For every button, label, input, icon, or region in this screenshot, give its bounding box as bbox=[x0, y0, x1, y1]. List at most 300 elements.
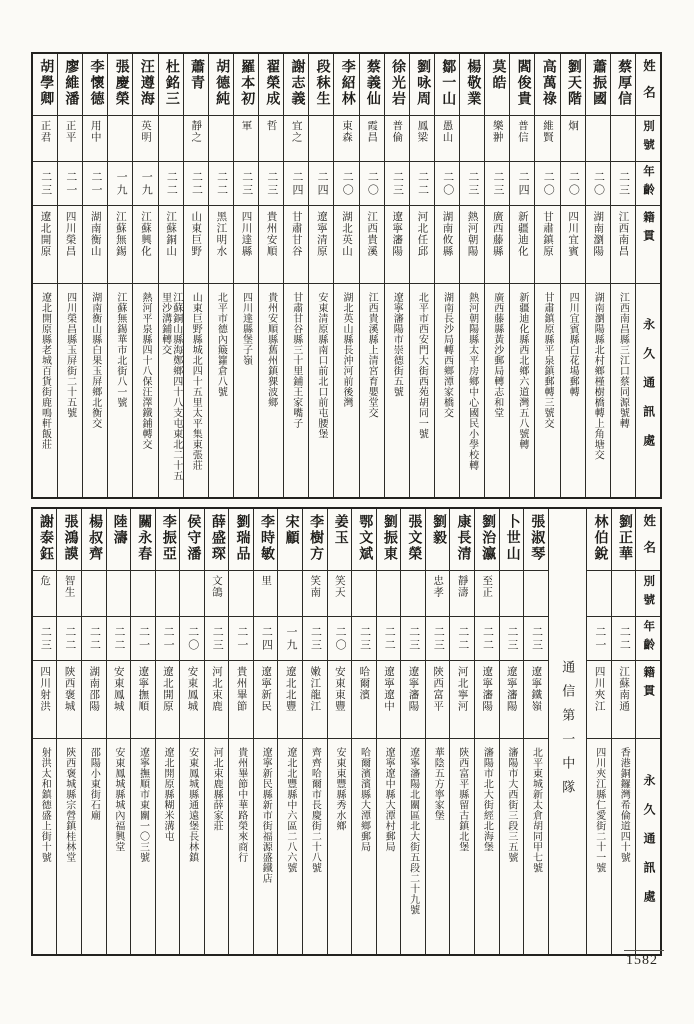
person-column bbox=[204, 509, 229, 954]
person-name bbox=[259, 54, 283, 116]
person-address bbox=[360, 284, 384, 497]
person-alias bbox=[510, 116, 534, 162]
person-alias bbox=[107, 571, 131, 617]
person-age-text: 二二 bbox=[88, 625, 101, 652]
person-native-text: 江西南昌 bbox=[617, 211, 629, 257]
person-age-text: 二二 bbox=[63, 625, 76, 652]
person-address-text: 四川榮昌縣玉屏街二十五號 bbox=[64, 292, 76, 418]
person-age-text: 二一 bbox=[137, 625, 150, 652]
person-native-text: 哈爾濱 bbox=[358, 666, 370, 701]
person-alias bbox=[57, 571, 81, 617]
person-native-text: 貴州安順 bbox=[265, 211, 277, 257]
person-age bbox=[209, 162, 233, 206]
person-address-text: 北平東城新太倉胡同甲七號 bbox=[530, 747, 542, 873]
person-native bbox=[108, 206, 132, 284]
person-name bbox=[180, 509, 204, 571]
person-name bbox=[360, 54, 384, 116]
person-column bbox=[449, 509, 474, 954]
person-address bbox=[254, 739, 278, 954]
person-age-text: 二〇 bbox=[592, 170, 605, 197]
person-alias bbox=[83, 116, 107, 162]
person-column bbox=[384, 54, 409, 497]
person-alias-text: 靜之 bbox=[190, 120, 202, 143]
person-native bbox=[334, 206, 358, 284]
person-alias bbox=[159, 116, 183, 162]
person-native bbox=[510, 206, 534, 284]
person-native bbox=[82, 661, 106, 739]
person-age-text: 二二 bbox=[113, 625, 126, 652]
person-alias-text: 笑天 bbox=[333, 575, 345, 598]
person-column bbox=[158, 54, 183, 497]
person-address-text: 射洪太和鎮德盛上街十號 bbox=[39, 747, 51, 863]
person-name bbox=[159, 54, 183, 116]
person-age bbox=[435, 162, 459, 206]
person-address bbox=[535, 284, 559, 497]
person-native bbox=[401, 661, 425, 739]
person-age-text: 二四 bbox=[316, 170, 329, 197]
person-native bbox=[385, 206, 409, 284]
person-name-text: 鄂文斌 bbox=[357, 514, 373, 562]
person-alias bbox=[254, 571, 278, 617]
person-age bbox=[475, 617, 499, 661]
person-native-text: 江西貴溪 bbox=[366, 211, 378, 257]
person-name-text: 謝志義 bbox=[289, 59, 305, 107]
person-address bbox=[334, 284, 358, 497]
person-name bbox=[586, 54, 610, 116]
header-native bbox=[636, 661, 660, 739]
person-native bbox=[524, 661, 548, 739]
person-alias bbox=[611, 116, 635, 162]
person-column bbox=[523, 509, 548, 954]
person-name-text: 高萬祿 bbox=[540, 59, 556, 107]
person-name bbox=[352, 509, 376, 571]
person-alias-text: 炯 bbox=[567, 120, 579, 132]
person-native-text: 河北任邱 bbox=[416, 211, 428, 257]
person-name bbox=[475, 509, 499, 571]
person-name-text: 杜銘三 bbox=[163, 59, 179, 107]
person-native bbox=[561, 206, 585, 284]
person-address-text: 廣西藤縣黃沙郵局轉志和堂 bbox=[491, 292, 503, 418]
person-address bbox=[587, 739, 611, 954]
person-alias bbox=[485, 116, 509, 162]
person-age bbox=[500, 617, 524, 661]
person-native bbox=[58, 206, 82, 284]
person-column bbox=[183, 54, 208, 497]
person-name bbox=[485, 54, 509, 116]
person-column bbox=[474, 509, 499, 954]
person-native-text: 四川夾江 bbox=[593, 666, 605, 712]
person-name bbox=[33, 509, 57, 571]
person-name bbox=[334, 54, 358, 116]
person-column bbox=[277, 509, 302, 954]
person-native-text: 遼寧遼中 bbox=[382, 666, 394, 712]
person-name-text: 張文榮 bbox=[406, 514, 422, 562]
person-alias bbox=[561, 116, 585, 162]
person-native bbox=[612, 661, 636, 739]
person-native bbox=[535, 206, 559, 284]
person-name bbox=[612, 509, 636, 571]
person-age bbox=[377, 617, 401, 661]
person-name bbox=[107, 509, 131, 571]
person-alias-text: 文鴿 bbox=[211, 575, 223, 598]
person-name-text: 楊叔齊 bbox=[87, 514, 103, 562]
person-address-text: 遼北開原縣糊米溝屯 bbox=[162, 747, 173, 842]
person-address bbox=[82, 739, 106, 954]
person-column bbox=[130, 509, 155, 954]
header-alias bbox=[636, 571, 660, 617]
person-address-text: 山東巨野縣城北四十五里太平集東張莊 bbox=[190, 292, 202, 471]
person-address bbox=[510, 284, 534, 497]
person-age bbox=[303, 617, 327, 661]
person-name-text: 羅本初 bbox=[239, 59, 255, 107]
person-alias-text: 至正 bbox=[481, 575, 493, 598]
person-column bbox=[499, 509, 524, 954]
person-column bbox=[283, 54, 308, 497]
person-alias bbox=[460, 116, 484, 162]
person-alias bbox=[385, 116, 409, 162]
person-age-text: 一九 bbox=[284, 625, 297, 652]
person-name bbox=[460, 54, 484, 116]
person-name bbox=[535, 54, 559, 116]
person-column bbox=[81, 509, 106, 954]
person-address-text: 陝西富平縣留古鎮北堡 bbox=[456, 747, 468, 852]
person-native-text: 陝西褒城 bbox=[63, 666, 75, 712]
person-column bbox=[33, 509, 57, 954]
person-address bbox=[426, 739, 450, 954]
person-native bbox=[426, 661, 450, 739]
person-address-text: 遼寧遼中縣大潭村郵局 bbox=[383, 747, 395, 852]
person-alias bbox=[180, 571, 204, 617]
person-address bbox=[33, 284, 57, 497]
person-age bbox=[352, 617, 376, 661]
person-alias bbox=[309, 116, 333, 162]
person-age-text: 一九 bbox=[115, 170, 128, 197]
person-native bbox=[229, 661, 253, 739]
person-age bbox=[284, 162, 308, 206]
person-native-text: 廣西藤縣 bbox=[491, 211, 503, 257]
person-name bbox=[303, 509, 327, 571]
person-native bbox=[57, 661, 81, 739]
person-address bbox=[205, 739, 229, 954]
person-name-text: 閻俊貴 bbox=[515, 59, 531, 107]
person-native bbox=[278, 661, 302, 739]
person-native-text: 山東巨野 bbox=[190, 211, 202, 257]
page-number: 1582 bbox=[626, 953, 658, 968]
person-native bbox=[500, 661, 524, 739]
person-address bbox=[33, 739, 57, 954]
person-name-text: 胡學卿 bbox=[38, 59, 54, 107]
person-native-text: 湖南瀏陽 bbox=[592, 211, 604, 257]
person-address-text: 瀋陽市北大街經北海堡 bbox=[481, 747, 493, 852]
person-address bbox=[278, 739, 302, 954]
person-name bbox=[33, 54, 57, 116]
header-name bbox=[636, 54, 660, 116]
person-name-text: 廖維潘 bbox=[63, 59, 79, 107]
person-name-text: 劉振東 bbox=[381, 514, 397, 562]
person-name-text: 劉瑞品 bbox=[234, 514, 250, 562]
person-address-text: 華陰五方寧家堡 bbox=[432, 747, 444, 821]
person-native-text: 河北寧河 bbox=[456, 666, 468, 712]
person-name-text: 宋顧 bbox=[283, 514, 299, 546]
person-alias-text: 正平 bbox=[64, 120, 76, 143]
person-name bbox=[385, 54, 409, 116]
person-alias-text: 正君 bbox=[39, 120, 51, 143]
person-native bbox=[107, 661, 131, 739]
person-age-text: 二三 bbox=[265, 170, 278, 197]
person-native-text: 甘肅鎮原 bbox=[541, 211, 553, 257]
person-name bbox=[108, 54, 132, 116]
person-name-text: 劉治瀛 bbox=[480, 514, 496, 562]
person-name-text: 李振亞 bbox=[160, 514, 176, 562]
person-native bbox=[611, 206, 635, 284]
person-age-text: 二〇 bbox=[567, 170, 580, 197]
person-address bbox=[460, 284, 484, 497]
person-age bbox=[450, 617, 474, 661]
person-address-text: 湖南瀏陽縣北村鄉槿樹橋轉上角塘交 bbox=[592, 292, 604, 460]
person-address bbox=[234, 284, 258, 497]
person-age bbox=[426, 617, 450, 661]
person-address-text: 遼北開原縣老城百貨街鹿鳴軒飯莊 bbox=[39, 292, 51, 450]
person-native bbox=[309, 206, 333, 284]
person-address bbox=[586, 284, 610, 497]
person-column bbox=[534, 54, 559, 497]
person-age bbox=[159, 162, 183, 206]
person-age bbox=[278, 617, 302, 661]
person-address bbox=[159, 284, 183, 497]
person-address-text: 四川達縣堡子嶺 bbox=[240, 292, 252, 366]
person-name bbox=[254, 509, 278, 571]
person-alias-text: 哲 bbox=[265, 120, 277, 132]
person-name-text: 翟榮成 bbox=[264, 59, 280, 107]
person-address bbox=[57, 739, 81, 954]
person-address-text: 湖北英山縣長沖河前後灣 bbox=[341, 292, 353, 408]
person-address bbox=[303, 739, 327, 954]
person-address-text: 齊齊哈爾市長慶街二十八號 bbox=[309, 747, 321, 873]
person-age bbox=[309, 162, 333, 206]
person-alias bbox=[524, 571, 548, 617]
person-age bbox=[401, 617, 425, 661]
person-age-text: 二二 bbox=[190, 170, 203, 197]
person-age-text: 二三 bbox=[309, 625, 322, 652]
person-age bbox=[586, 162, 610, 206]
person-column bbox=[57, 54, 82, 497]
person-name bbox=[450, 509, 474, 571]
person-native bbox=[209, 206, 233, 284]
person-native-text: 四川達縣 bbox=[240, 211, 252, 257]
header-address-text: 永久通訊處 bbox=[641, 774, 656, 919]
person-address bbox=[328, 739, 352, 954]
person-name-text: 莫皓 bbox=[490, 59, 506, 91]
person-name bbox=[209, 54, 233, 116]
person-alias-text: 笑南 bbox=[309, 575, 321, 598]
person-native bbox=[180, 661, 204, 739]
person-age bbox=[82, 617, 106, 661]
person-native bbox=[377, 661, 401, 739]
person-age-text: 二〇 bbox=[186, 625, 199, 652]
person-age bbox=[83, 162, 107, 206]
person-native bbox=[450, 661, 474, 739]
person-native bbox=[159, 206, 183, 284]
person-address-text: 遼寧瀋陽市崇德街五號 bbox=[391, 292, 403, 397]
person-address bbox=[450, 739, 474, 954]
person-address-text: 江蘇銅山縣海鄭鄉四十八支屯東北二十五里沙溝鋪轉交 bbox=[159, 292, 182, 481]
person-name-text: 謝泰鈺 bbox=[37, 514, 53, 562]
header-column bbox=[635, 54, 660, 497]
person-native-text: 甘肅甘谷 bbox=[290, 211, 302, 257]
person-column bbox=[253, 509, 278, 954]
person-age-text: 二三 bbox=[39, 625, 52, 652]
header-age bbox=[636, 617, 660, 661]
person-age-text: 二〇 bbox=[441, 170, 454, 197]
person-column bbox=[560, 54, 585, 497]
person-address-text: 四川夾江縣仁愛街二十一號 bbox=[593, 747, 605, 873]
person-native-text: 湖南邵陽 bbox=[88, 666, 100, 712]
person-address-text: 甘肅鎮原縣平泉鎮郵轉三號交 bbox=[542, 292, 554, 429]
person-native-text: 四川宜賓 bbox=[567, 211, 579, 257]
person-column bbox=[155, 509, 180, 954]
person-name-text: 李時敏 bbox=[259, 514, 274, 562]
person-age-text: 二二 bbox=[416, 170, 429, 197]
person-native-text: 遼寧瀋陽 bbox=[407, 666, 419, 712]
person-address-text: 安東鳳城縣城內福興堂 bbox=[112, 747, 124, 852]
person-address bbox=[611, 284, 635, 497]
person-column bbox=[208, 54, 233, 497]
person-name bbox=[587, 509, 611, 571]
person-age-text: 二二 bbox=[618, 625, 631, 652]
person-column bbox=[586, 509, 611, 954]
person-name-text: 劉毅 bbox=[430, 514, 446, 546]
person-alias bbox=[234, 116, 258, 162]
person-address bbox=[401, 739, 425, 954]
person-name bbox=[500, 509, 524, 571]
person-native bbox=[83, 206, 107, 284]
person-age-text: 二二 bbox=[456, 625, 469, 652]
person-address-text: 熱河朝陽縣太平房鄉中心國民小學校轉 bbox=[466, 292, 478, 471]
person-column bbox=[107, 54, 132, 497]
person-native-text: 遼北北豐 bbox=[284, 666, 296, 712]
person-name bbox=[82, 509, 106, 571]
person-alias-text: 軍 bbox=[240, 120, 252, 132]
person-alias bbox=[278, 571, 302, 617]
header-name bbox=[636, 509, 660, 571]
directory-table-top bbox=[31, 52, 662, 499]
person-alias bbox=[500, 571, 524, 617]
person-address bbox=[83, 284, 107, 497]
person-address-text: 香港銅鑼灣希倫道四十號 bbox=[618, 747, 630, 863]
person-native bbox=[475, 661, 499, 739]
person-name bbox=[401, 509, 425, 571]
header-native-text: 籍貫 bbox=[641, 211, 654, 248]
person-age bbox=[205, 617, 229, 661]
person-address-text: 四川宜賓縣白花場郵轉 bbox=[567, 292, 579, 397]
person-address bbox=[156, 739, 180, 954]
person-name bbox=[156, 509, 180, 571]
person-alias bbox=[535, 116, 559, 162]
person-column bbox=[228, 509, 253, 954]
person-age bbox=[561, 162, 585, 206]
person-age bbox=[612, 617, 636, 661]
person-alias bbox=[377, 571, 401, 617]
person-age-text: 二三 bbox=[39, 170, 52, 197]
person-column bbox=[308, 54, 333, 497]
person-age-text: 二四 bbox=[517, 170, 530, 197]
person-age bbox=[234, 162, 258, 206]
person-native-text: 黑江明水 bbox=[215, 211, 227, 257]
person-age-text: 二三 bbox=[530, 625, 543, 652]
person-name-text: 姜玉 bbox=[332, 514, 348, 546]
person-column bbox=[302, 509, 327, 954]
person-name bbox=[57, 509, 81, 571]
person-age bbox=[485, 162, 509, 206]
person-address-text: 貴州安順縣舊州鎮猓波鄉 bbox=[265, 292, 277, 408]
person-address-text: 安東清原縣南口前北口前屯腰堡 bbox=[315, 292, 327, 439]
person-column bbox=[106, 509, 131, 954]
person-native-text: 河北束鹿 bbox=[211, 666, 223, 712]
person-age-text: 二三 bbox=[617, 170, 630, 197]
header-alias bbox=[636, 116, 660, 162]
person-column bbox=[459, 54, 484, 497]
person-address-text: 甘肅甘谷縣三十里鋪王家嘴子 bbox=[290, 292, 302, 429]
person-native-text: 遼寧瀋陽 bbox=[391, 211, 403, 257]
person-name bbox=[561, 54, 585, 116]
person-native bbox=[205, 661, 229, 739]
person-alias bbox=[303, 571, 327, 617]
person-native-text: 遼寧撫順 bbox=[137, 666, 149, 712]
person-alias bbox=[360, 116, 384, 162]
person-alias bbox=[435, 116, 459, 162]
person-alias-text: 普倫 bbox=[391, 120, 403, 143]
person-alias bbox=[475, 571, 499, 617]
person-address-text: 江西貴溪縣上清宮育嬰堂交 bbox=[366, 292, 378, 418]
person-alias bbox=[184, 116, 208, 162]
person-alias bbox=[612, 571, 636, 617]
header-address bbox=[636, 739, 660, 954]
person-name-text: 段秣生 bbox=[314, 59, 330, 107]
person-address-text: 江西南昌縣三江口蔡同源號轉 bbox=[617, 292, 629, 429]
person-name bbox=[309, 54, 333, 116]
person-alias bbox=[133, 116, 157, 162]
person-address bbox=[180, 739, 204, 954]
person-address-text: 北平市德內簸籮倉八號 bbox=[215, 292, 227, 397]
person-address-text: 遼寧瀋陽北關區北大街五段二十九號 bbox=[407, 747, 419, 915]
person-column bbox=[484, 54, 509, 497]
person-address-text: 湖南衡山縣白果玉屏鄉北衡交 bbox=[89, 292, 101, 429]
person-age bbox=[524, 617, 548, 661]
unit-divider-label: 通信第一中隊 bbox=[560, 659, 576, 804]
person-alias-text: 里 bbox=[260, 575, 272, 587]
person-alias bbox=[401, 571, 425, 617]
person-age-text: 二三 bbox=[391, 170, 404, 197]
person-column bbox=[233, 54, 258, 497]
person-column bbox=[333, 54, 358, 497]
person-address-text: 安東鳳城縣通遠堡長林鎮 bbox=[186, 747, 198, 863]
person-name-text: 張慶榮 bbox=[113, 59, 129, 107]
person-name-text: 關永春 bbox=[136, 514, 152, 562]
person-address-text: 湖南長沙局轉西鄉潭家橋交 bbox=[441, 292, 453, 418]
person-address bbox=[475, 739, 499, 954]
person-alias-text: 霞昌 bbox=[366, 120, 378, 143]
person-name-text: 蔡厚信 bbox=[616, 59, 632, 107]
directory-table-bottom bbox=[31, 507, 662, 956]
person-address bbox=[352, 739, 376, 954]
person-alias bbox=[259, 116, 283, 162]
person-age-text: 二〇 bbox=[334, 625, 347, 652]
person-native-text: 熱河朝陽 bbox=[466, 211, 478, 257]
person-alias bbox=[108, 116, 132, 162]
person-age bbox=[108, 162, 132, 206]
header-age bbox=[636, 162, 660, 206]
header-name-text: 姓名 bbox=[641, 514, 656, 567]
